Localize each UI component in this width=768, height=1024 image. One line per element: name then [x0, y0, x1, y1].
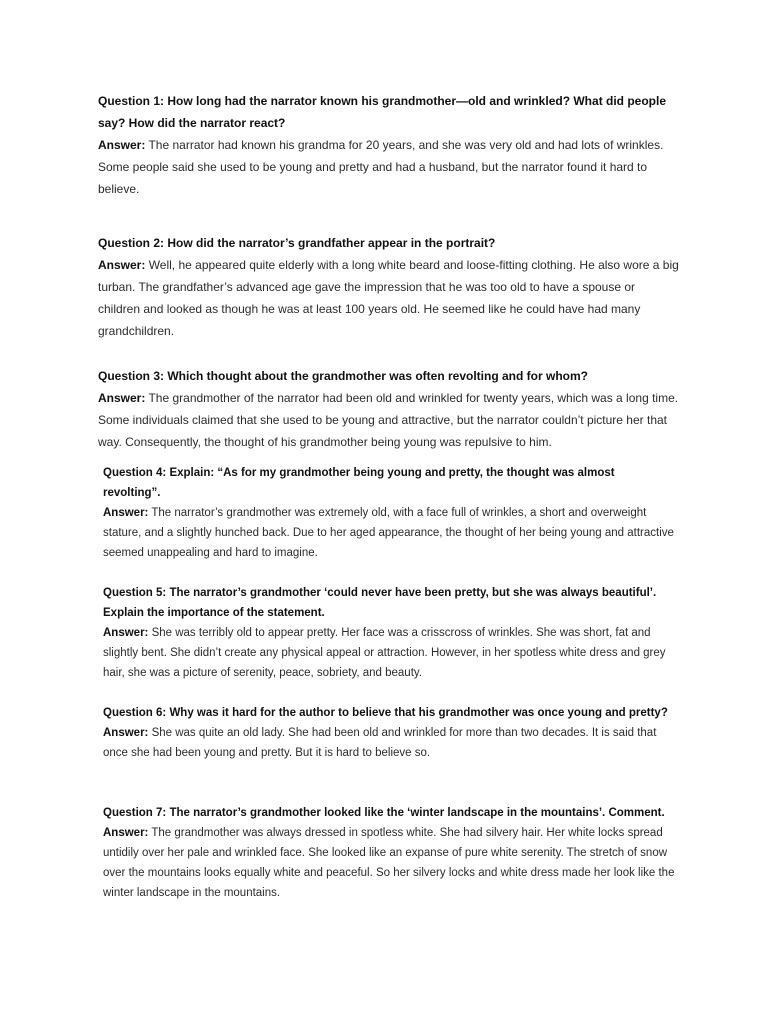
- answer-5: [103, 623, 675, 683]
- answer-text-1: The narrator had known his grandma for 20 years, and she was very old and had lots of wrinkles. Some people said she used to be young and pretty and had a husband, but the narrator found it hard to believe.: [98, 138, 664, 196]
- question-5: Question 5: The narrator’s grandmother ‘could never have been pretty, but she was always beautiful’. Explain the importance of the statement.: [103, 587, 657, 619]
- question-3: Question 3: Which thought about the grandmother was often revolting and for whom?: [98, 369, 588, 383]
- answer-label: Answer:: [103, 507, 149, 519]
- answer-4: [103, 503, 675, 563]
- qa-block-6: [103, 703, 675, 763]
- answer-label: Answer:: [103, 827, 149, 839]
- question-7: Question 7: The narrator’s grandmother looked like the ‘winter landscape in the mountains’. Comment.: [103, 807, 665, 819]
- qa-block-1: [98, 90, 680, 200]
- question-4: Question 4: Explain: “As for my grandmother being young and pretty, the thought was almost revolting”.: [103, 467, 615, 499]
- qa-block-4: [103, 463, 675, 563]
- answer-label: Answer:: [103, 627, 149, 639]
- answer-text-4: The narrator’s grandmother was extremely old, with a face full of wrinkles, a short and overweight stature, and a slightly hunched back. Due to her aged appearance, the thought of her being young and attractive seemed unappealing and hard to imagine.: [103, 507, 674, 559]
- answer-2: [98, 254, 680, 342]
- answer-text-7: The grandmother was always dressed in spotless white. She had silvery hair. Her white locks spread untidily over her pale and wrinkled face. She looked like an expanse of pure white serenity. The stretch of snow over the mountains looks equally white and peaceful. So her silvery locks and white dress made her look like the winter landscape in the mountains.: [103, 827, 675, 899]
- answer-label: Answer:: [98, 391, 146, 405]
- qa-block-3: [98, 365, 680, 453]
- answer-1: [98, 134, 680, 200]
- answer-text-5: She was terribly old to appear pretty. Her face was a crisscross of wrinkles. She was short, fat and slightly bent. She didn’t create any physical appeal or attraction. However, in her spotless white dress and grey hair, she was a picture of serenity, peace, sobriety, and beauty.: [103, 627, 666, 679]
- question-1: Question 1: How long had the narrator known his grandmother—old and wrinkled? What did people say? How did the narrator react?: [98, 94, 667, 130]
- answer-3: [98, 387, 680, 453]
- qa-block-7: [103, 803, 675, 903]
- qa-block-5: [103, 583, 675, 683]
- answer-text-2: Well, he appeared quite elderly with a long white beard and loose-fitting clothing. He also wore a big turban. The grandfather’s advanced age gave the impression that he was too old to have a spouse or children and looked as though he was at least 100 years old. He seemed like he could have had many grandchildren.: [98, 258, 679, 338]
- answer-7: [103, 823, 675, 903]
- answer-label: Answer:: [98, 138, 146, 152]
- answer-6: [103, 723, 675, 763]
- answer-text-3: The grandmother of the narrator had been old and wrinkled for twenty years, which was a long time. Some individuals claimed that she used to be young and attractive, but the narrator couldn’t picture her that way. Consequently, the thought of his grandmother being young was repulsive to him.: [98, 391, 679, 449]
- question-2: Question 2: How did the narrator’s grandfather appear in the portrait?: [98, 236, 496, 250]
- answer-label: Answer:: [98, 258, 146, 272]
- qa-block-2: [98, 232, 680, 342]
- answer-label: Answer:: [103, 727, 149, 739]
- question-6: Question 6: Why was it hard for the author to believe that his grandmother was once young and pretty?: [103, 707, 668, 719]
- answer-text-6: She was quite an old lady. She had been old and wrinkled for more than two decades. It is said that once she had been young and pretty. But it is hard to believe so.: [103, 727, 657, 759]
